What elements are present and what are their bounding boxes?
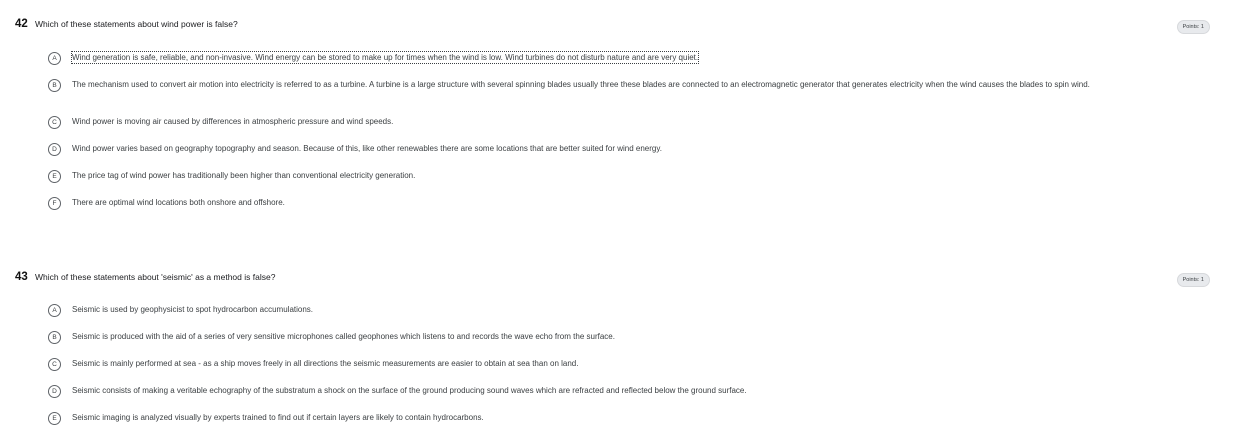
option-letter-circle: E [48, 412, 61, 425]
option-text: Seismic is mainly performed at sea - as a ship moves freely in all directions the seismic measurements are easier to obtain at sea than on land. [72, 359, 579, 368]
option-text: Seismic consists of making a veritable echography of the substratum a shock on the surface of the ground producing sound waves which are refracted and reflected below the ground surface. [72, 386, 747, 395]
option-letter-circle: D [48, 385, 61, 398]
question-42 [0, 13, 1238, 223]
option-b[interactable] [48, 331, 1198, 344]
option-e[interactable] [48, 412, 1198, 425]
question-text: Which of these statements about 'seismic' as a method is false? [35, 272, 276, 282]
option-text: Seismic is produced with the aid of a series of very sensitive microphones called geophones which listens to and records the wave echo from the surface. [72, 332, 615, 341]
question-header [0, 13, 1238, 37]
option-letter-circle: E [48, 170, 61, 183]
option-letter-circle: B [48, 79, 61, 92]
question-header [0, 266, 1238, 290]
question-text: Which of these statements about wind power is false? [35, 19, 238, 29]
question-number: 43 [15, 271, 28, 283]
option-f[interactable] [48, 197, 1198, 210]
option-c[interactable] [48, 358, 1198, 371]
option-text: Wind power is moving air caused by differences in atmospheric pressure and wind speeds. [72, 117, 394, 126]
option-text: Seismic imaging is analyzed visually by experts trained to find out if certain layers are likely to contain hydrocarbons. [72, 413, 484, 422]
points-badge: Points: 1 [1177, 273, 1210, 287]
option-text: The price tag of wind power has traditionally been higher than conventional electricity generation. [72, 171, 416, 180]
option-b[interactable] [48, 79, 1198, 92]
option-letter-circle: F [48, 197, 61, 210]
points-badge: Points: 1 [1177, 20, 1210, 34]
option-text: Seismic is used by geophysicist to spot hydrocarbon accumulations. [72, 305, 314, 314]
option-letter-circle: C [48, 116, 61, 129]
option-a[interactable] [48, 52, 1198, 65]
option-e[interactable] [48, 170, 1198, 183]
option-text: Wind power varies based on geography topography and season. Because of this, like other renewables there are some locations that are better suited for wind energy. [72, 144, 662, 153]
option-text: There are optimal wind locations both onshore and offshore. [72, 198, 285, 207]
option-c[interactable] [48, 116, 1198, 129]
option-a[interactable] [48, 304, 1198, 317]
option-letter-circle: A [48, 52, 61, 65]
option-letter-circle: B [48, 331, 61, 344]
question-43 [0, 266, 1238, 438]
question-number: 42 [15, 18, 28, 30]
option-letter-circle: D [48, 143, 61, 156]
option-text: The mechanism used to convert air motion into electricity is referred to as a turbine. A turbine is a large structure with several spinning blades usually three these blades are connected to an electromagnetic generator that generates electricity when the wind causes the blades to spin wind. [72, 80, 1090, 89]
option-d[interactable] [48, 143, 1198, 156]
option-letter-circle: C [48, 358, 61, 371]
option-d[interactable] [48, 385, 1198, 398]
option-letter-circle: A [48, 304, 61, 317]
option-text: Wind generation is safe, reliable, and non-invasive. Wind energy can be stored to make up for times when the wind is low. Wind turbines do not disturb nature and are very quiet. [72, 53, 699, 62]
